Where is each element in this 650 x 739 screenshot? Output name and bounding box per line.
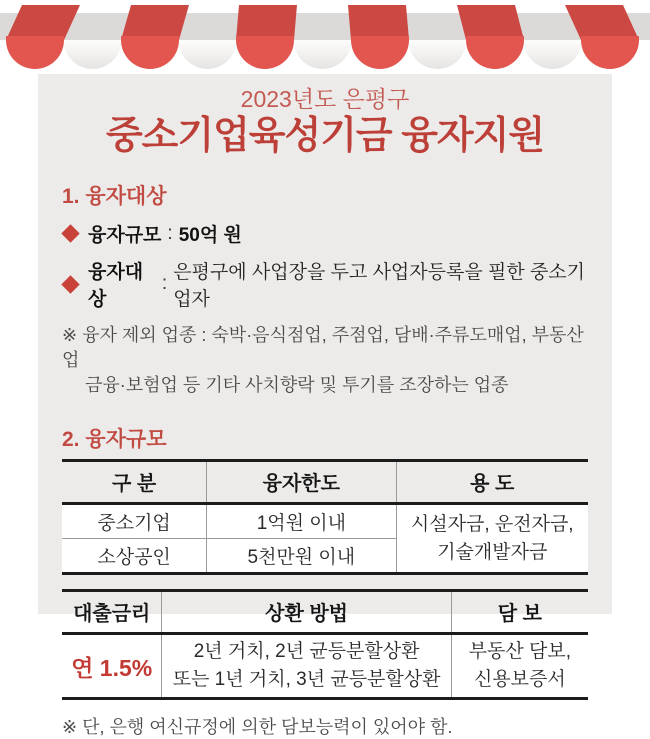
exclusion-note-line2: 금융·보험업 등 기타 사치향락 및 투기를 조장하는 업종: [85, 375, 509, 395]
collateral-line1: 부동산 담보,: [468, 641, 572, 662]
bullet-loan-scale: [62, 220, 588, 247]
col-header-rate: 대출금리: [62, 591, 162, 634]
cell-usage: [396, 504, 588, 574]
repayment-line2: 또는 1년 거치, 3년 균등분할상환: [172, 669, 441, 690]
bullet-loan-target: [62, 257, 588, 311]
loan-terms-table: [62, 589, 588, 700]
col-header-repayment: 상환 방법: [162, 591, 451, 634]
table-header-row: [62, 591, 588, 634]
bullet-separator: :: [167, 222, 173, 244]
diamond-bullet-icon: [61, 275, 79, 293]
storefront-awning: [0, 0, 650, 76]
cell-category: 중소기업: [62, 504, 207, 539]
bullet-value: 은평구에 사업장을 두고 사업자등록을 필한 중소기업자: [173, 262, 586, 310]
cell-collateral: [451, 634, 588, 699]
exclusion-note-line1: ※ 융자 제외 업종 : 숙박·음식점업, 주점업, 담배·주류도매업, 부동산업: [62, 325, 584, 370]
table-header-row: [62, 461, 588, 504]
bullet-value: 50억 원: [178, 225, 242, 246]
table-row: [62, 634, 588, 699]
cell-limit: 5천만원 이내: [207, 539, 396, 574]
usage-line1: 시설자금, 운전자금,: [410, 513, 574, 535]
bullet-label: 융자대상: [88, 262, 144, 310]
bullet-label: 융자규모: [88, 225, 162, 246]
poster-subtitle: 2023년도 은평구: [240, 86, 410, 112]
table-row: [62, 504, 588, 539]
col-header-usage: 용 도: [396, 461, 588, 504]
col-header-limit: 융자한도: [207, 461, 396, 504]
section1-heading: 1. 융자대상: [62, 185, 167, 208]
exclusion-note: [62, 323, 588, 398]
col-header-collateral: 담 보: [451, 591, 588, 634]
repayment-line1: 2년 거치, 2년 균등분할상환: [193, 641, 420, 662]
cell-limit: 1억원 이내: [207, 504, 396, 539]
awning-band: [0, 13, 650, 40]
poster-body: [38, 74, 612, 737]
cell-category: 소상공인: [62, 539, 207, 574]
cell-interest-rate: 연 1.5%: [62, 634, 162, 699]
collateral-line2: 신용보증서: [473, 669, 566, 690]
usage-line2: 기술개발자금: [437, 541, 548, 563]
section2-heading: 2. 융자규모: [62, 428, 167, 451]
cell-repayment-method: [162, 634, 451, 699]
poster-title: 중소기업육성기금 융자지원: [105, 115, 545, 157]
loan-limit-table: [62, 459, 588, 575]
col-header-category: 구 분: [62, 461, 207, 504]
bullet-separator: :: [161, 273, 168, 294]
bank-condition-note: ※ 단, 은행 여신규정에 의한 담보능력이 있어야 함.: [62, 717, 453, 737]
diamond-bullet-icon: [61, 224, 79, 242]
